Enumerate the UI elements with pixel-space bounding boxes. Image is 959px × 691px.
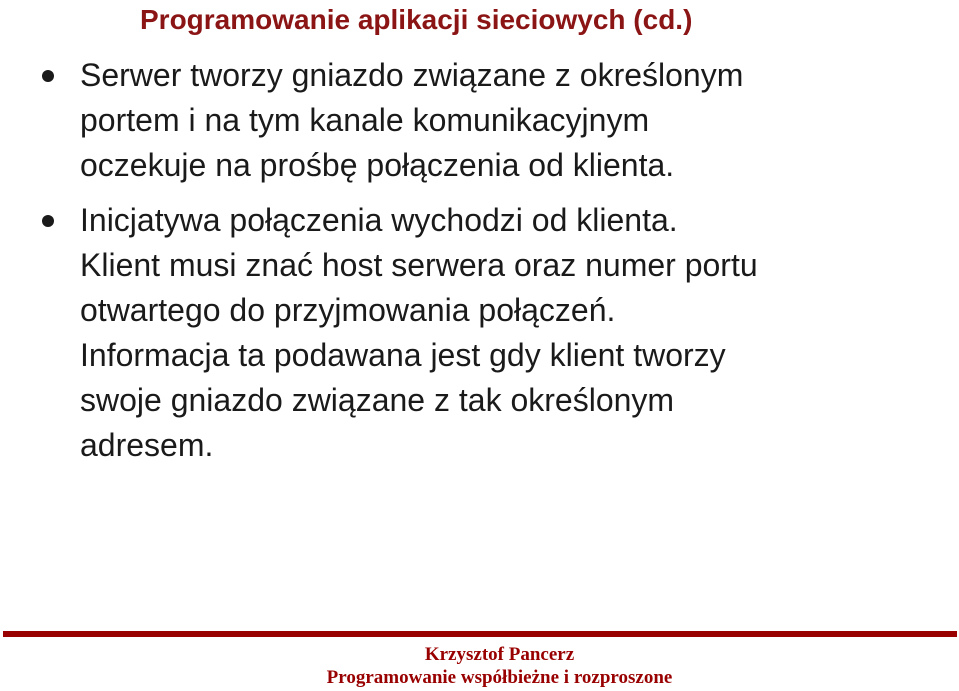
bullet-line: Serwer tworzy gniazdo związane z określonym [80, 57, 744, 93]
bullet-line: adresem. [80, 427, 214, 463]
footer-author: Krzysztof Pancerz [424, 644, 575, 665]
bullet-item-client [0, 198, 959, 468]
bullet-dot-icon [42, 215, 54, 227]
footer-course-title: Programowanie współbieżne i rozproszone [326, 667, 673, 688]
slide-title: Programowanie aplikacji sieciowych (cd.) [140, 4, 693, 35]
bullet-item-server [0, 53, 959, 188]
bullet-line: portem i na tym kanale komunikacyjnym [80, 102, 650, 138]
bullet-line: Klient musi znać host serwera oraz numer portu [80, 247, 758, 283]
bullet-line: Informacja ta podawana jest gdy klient tworzy [80, 337, 726, 373]
bullet-line: swoje gniazdo związane z tak określonym [80, 382, 675, 418]
bullet-line: oczekuje na prośbę połączenia od klienta. [80, 147, 675, 183]
bullet-line: otwartego do przyjmowania połączeń. [80, 292, 616, 328]
bullet-line: Inicjatywa połączenia wychodzi od klienta. [80, 202, 678, 238]
bullet-dot-icon [42, 70, 54, 82]
bullet-list [0, 53, 959, 468]
footer-divider [3, 631, 957, 637]
